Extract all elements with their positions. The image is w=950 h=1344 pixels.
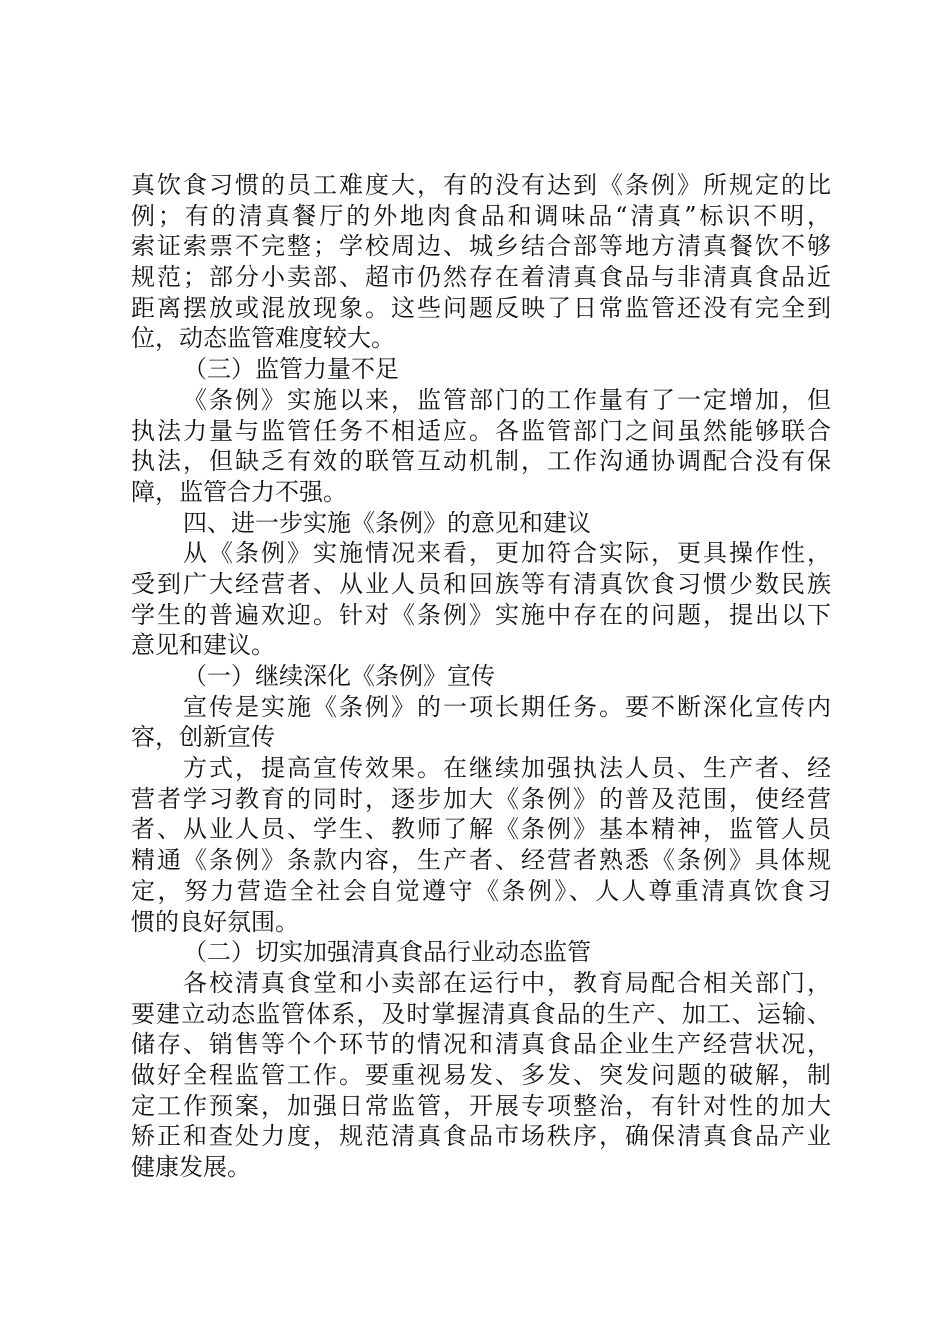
text-line: 营者学习教育的同时，逐步加大《条例》的普及范围，使经营 <box>131 784 831 813</box>
text-line: 方式，提高宣传效果。在继续加强执法人员、生产者、经 <box>183 754 831 783</box>
text-line: 执法，但缺乏有效的联管互动机制，工作沟通协调配合没有保 <box>131 447 831 476</box>
text-line: 意见和建议。 <box>131 631 275 660</box>
text-line: 索证索票不完整；学校周边、城乡结合部等地方清真餐饮不够 <box>131 232 831 261</box>
text-line: 各校清真食堂和小卖部在运行中，教育局配合相关部门， <box>183 968 831 997</box>
text-line: 位，动态监管难度较大。 <box>131 324 395 353</box>
text-line: 《条例》实施以来，监管部门的工作量有了一定增加，但 <box>183 385 831 414</box>
text-line: （一）继续深化《条例》宣传 <box>183 662 495 690</box>
text-line: 宣传是实施《条例》的一项长期任务。要不断深化宣传内 <box>183 692 831 721</box>
text-line: 规范；部分小卖部、超市仍然存在着清真食品与非清真食品近 <box>131 263 831 292</box>
text-line: 惯的良好氛围。 <box>131 907 299 936</box>
text-line: （二）切实加强清真食品行业动态监管 <box>183 938 591 967</box>
text-line: 矫正和查处力度，规范清真食品市场秩序，确保清真食品产业 <box>131 1122 831 1151</box>
text-line: 四、进一步实施《条例》的意见和建议 <box>183 508 591 537</box>
text-line: 健康发展。 <box>131 1153 251 1181</box>
text-line: 定工作预案，加强日常监管，开展专项整治，有针对性的加大 <box>131 1091 831 1120</box>
text-line: 距离摆放或混放现象。这些问题反映了日常监管还没有完全到 <box>131 293 831 322</box>
text-line: 精通《条例》条款内容，生产者、经营者熟悉《条例》具体规 <box>131 846 831 875</box>
text-line: （三）监管力量不足 <box>183 355 399 384</box>
text-line: 者、从业人员、学生、教师了解《条例》基本精神，监管人员 <box>131 815 831 844</box>
text-line: 从《条例》实施情况来看，更加符合实际，更具操作性， <box>183 539 831 568</box>
text-line: 定，努力营造全社会自觉遵守《条例》、人人尊重清真饮食习 <box>131 876 831 905</box>
text-line: 受到广大经营者、从业人员和回族等有清真饮食习惯少数民族 <box>131 569 831 598</box>
text-line: 例；有的清真餐厅的外地肉食品和调味品“清真”标识不明， <box>131 201 831 230</box>
text-line: 做好全程监管工作。要重视易发、多发、突发问题的破解，制 <box>131 1060 831 1089</box>
text-line: 储存、销售等个个环节的情况和清真食品企业生产经营状况， <box>131 1030 831 1059</box>
text-line: 执法力量与监管任务不相适应。各监管部门之间虽然能够联合 <box>131 416 831 445</box>
text-line: 容，创新宣传 <box>131 723 275 752</box>
text-line: 障，监管合力不强。 <box>131 477 347 506</box>
document-body <box>131 170 831 1183</box>
text-line: 真饮食习惯的员工难度大，有的没有达到《条例》所规定的比 <box>131 171 831 199</box>
text-line: 学生的普遍欢迎。针对《条例》实施中存在的问题，提出以下 <box>131 600 831 629</box>
text-line: 要建立动态监管体系，及时掌握清真食品的生产、加工、运输、 <box>131 999 831 1028</box>
